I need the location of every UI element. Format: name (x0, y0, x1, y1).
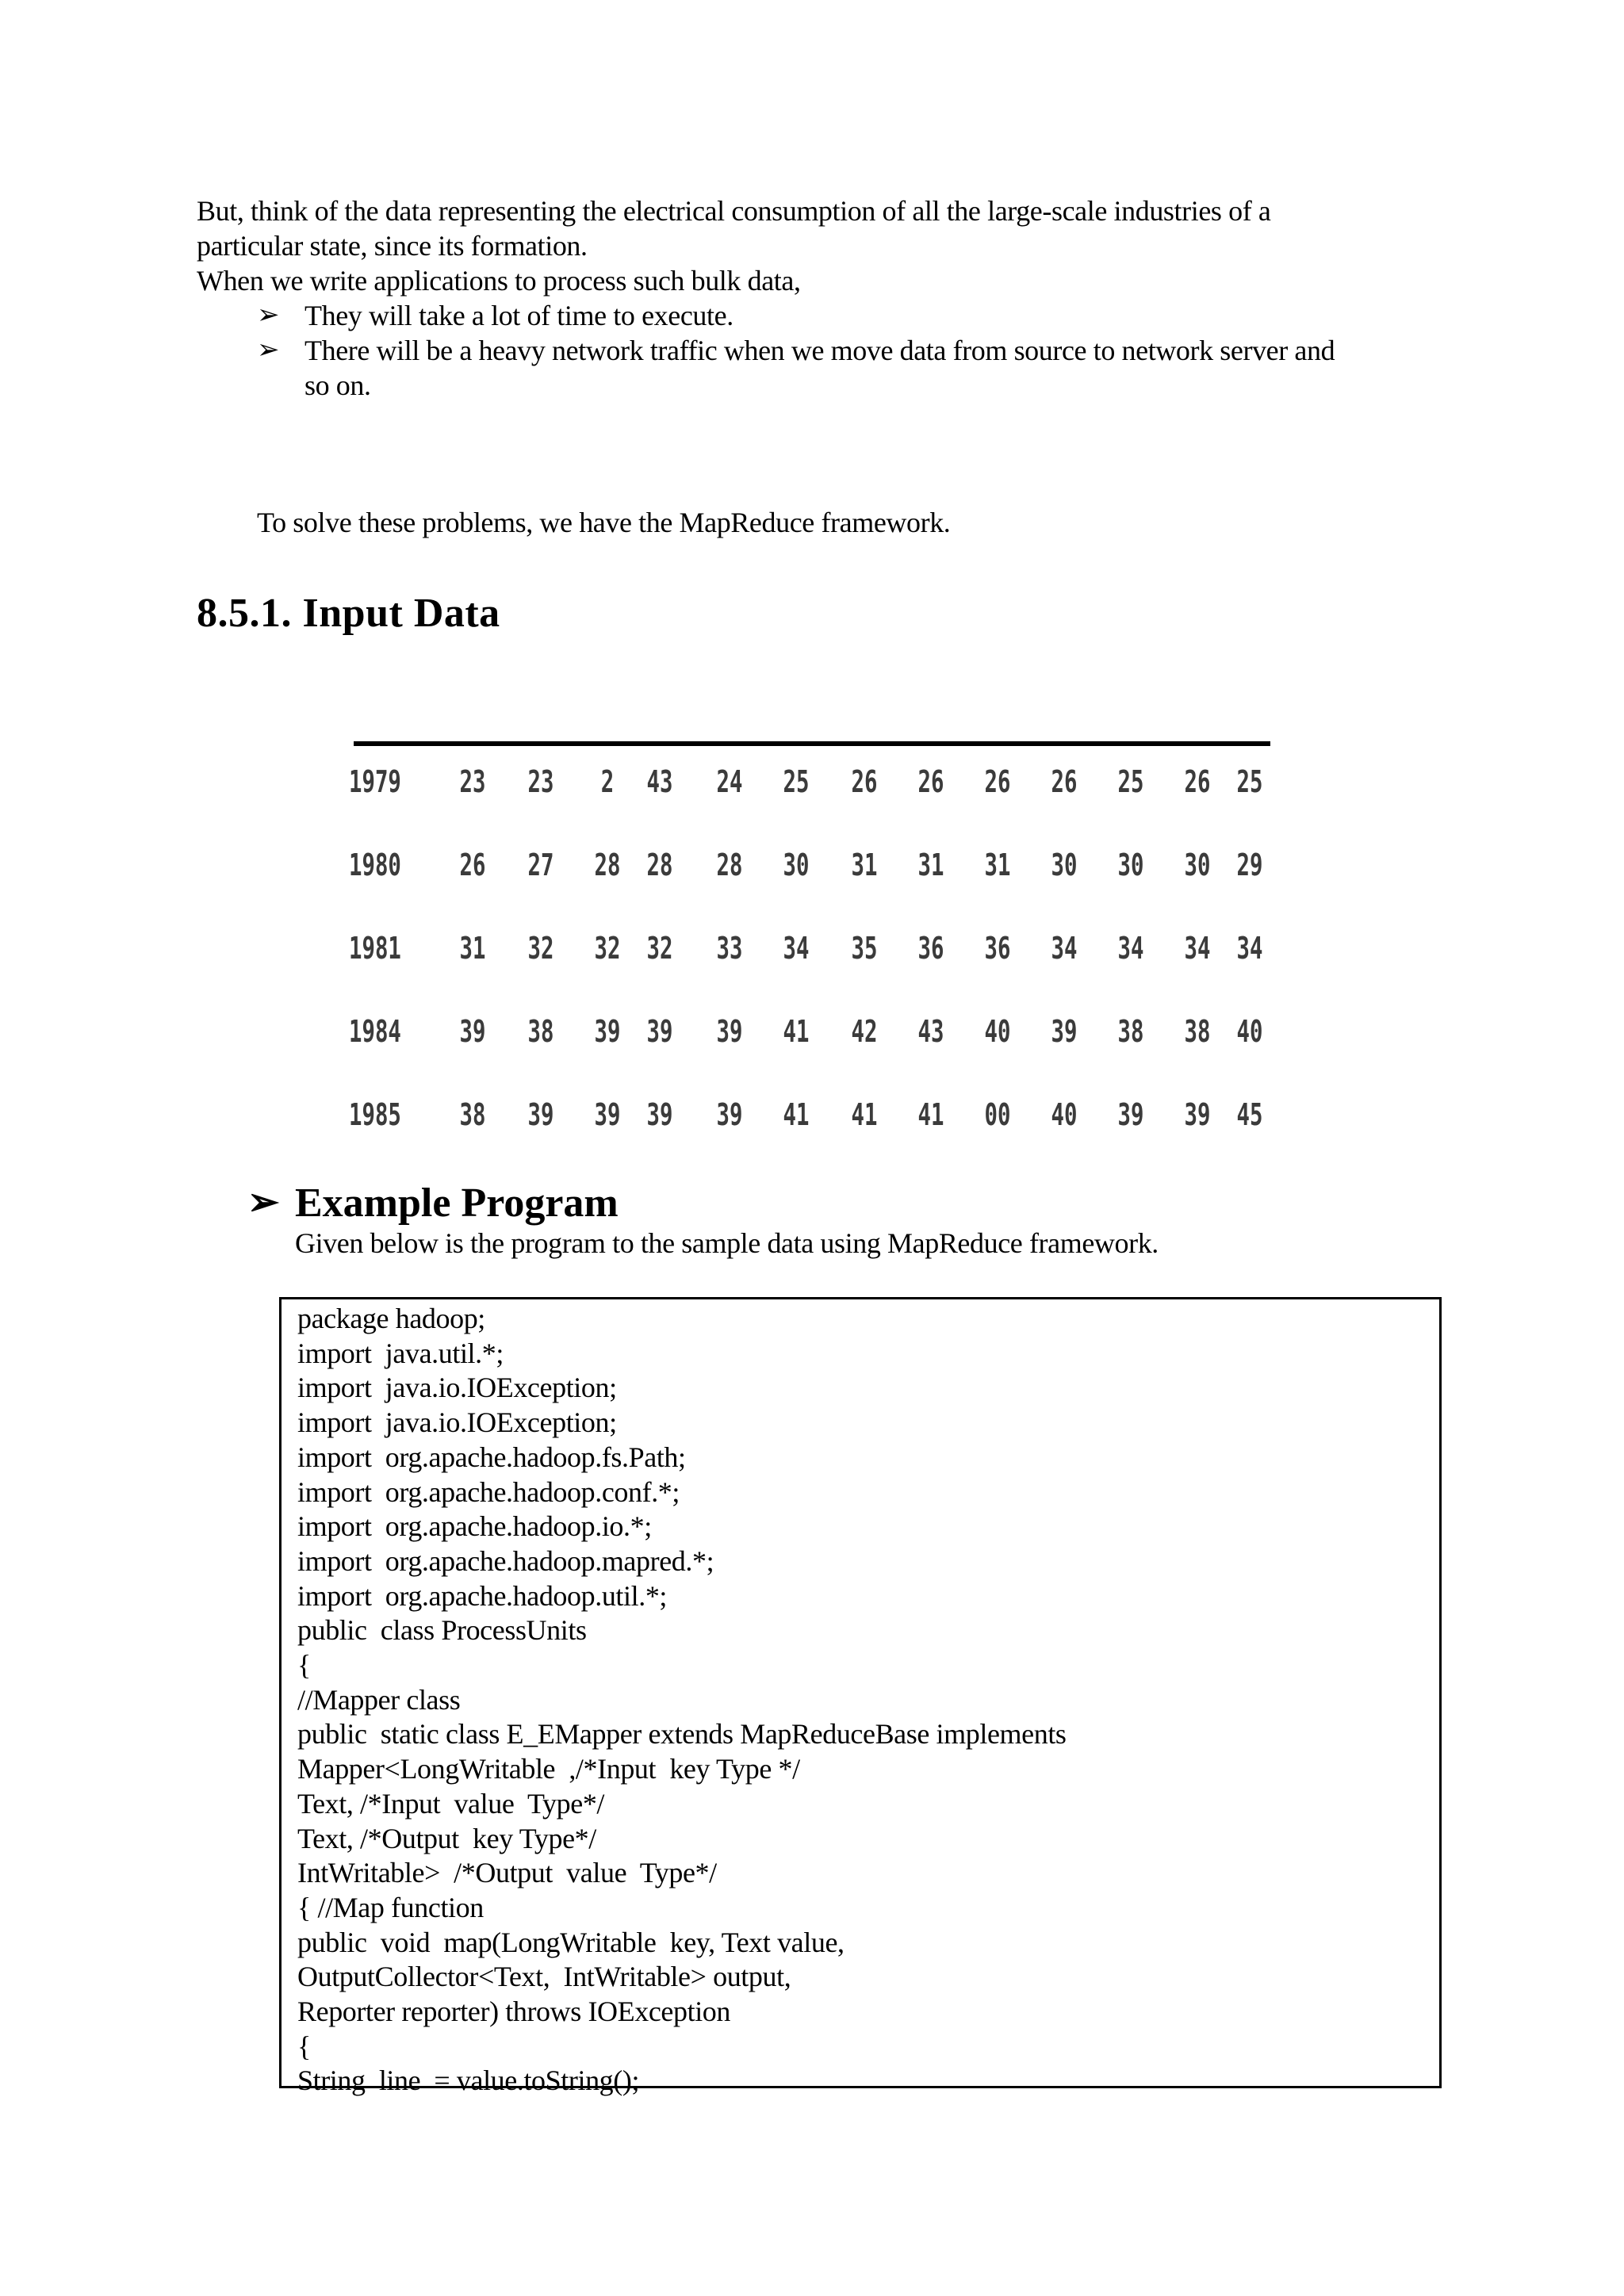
data-year-cell: 1980 (349, 848, 401, 882)
data-value-cell: 2 (600, 764, 615, 799)
data-value-cell: 40 (1236, 1014, 1263, 1049)
intro-line-1: But, think of the data representing the electrical consumption of all the large-scale industries of a (197, 195, 1271, 227)
bullet-continuation: so on. (304, 369, 371, 401)
code-line: import java.io.IOException; (297, 1406, 617, 1439)
data-value-cell: 31 (851, 848, 878, 882)
data-value-cell: 40 (984, 1014, 1011, 1049)
code-line: import org.apache.hadoop.conf.*; (297, 1475, 680, 1508)
data-value-cell: 40 (1051, 1097, 1078, 1132)
data-value-cell: 39 (594, 1097, 621, 1132)
code-line: String line = value.toString(); (297, 2064, 640, 2097)
code-line: IntWritable> /*Output value Type*/ (297, 1857, 717, 1889)
data-value-cell: 28 (716, 848, 743, 882)
data-value-cell: 28 (594, 848, 621, 882)
data-value-cell: 41 (783, 1014, 810, 1049)
data-value-cell: 39 (594, 1014, 621, 1049)
data-value-cell: 00 (984, 1097, 1011, 1132)
data-value-cell: 32 (594, 931, 621, 966)
code-line: public void map(LongWritable key, Text value, (297, 1926, 845, 1958)
data-year-cell: 1984 (349, 1014, 401, 1049)
data-value-cell: 23 (459, 764, 486, 799)
example-heading: Example Program (295, 1181, 619, 1226)
data-value-cell: 39 (459, 1014, 486, 1049)
data-value-cell: 39 (1184, 1097, 1211, 1132)
data-value-cell: 39 (646, 1097, 673, 1132)
code-line: import java.util.*; (297, 1337, 504, 1369)
data-value-cell: 34 (1184, 931, 1211, 966)
data-value-cell: 38 (459, 1097, 486, 1132)
code-line: OutputCollector<Text, IntWritable> output, (297, 1961, 791, 1993)
data-value-cell: 32 (646, 931, 673, 966)
section-heading: 8.5.1. Input Data (197, 591, 500, 636)
data-value-cell: 27 (527, 848, 554, 882)
code-line: { (297, 2030, 311, 2062)
arrow-bullet-icon: ➢ (247, 1181, 280, 1223)
input-data-figure (349, 737, 1275, 1134)
code-line: //Mapper class (297, 1683, 461, 1716)
example-description: Given below is the program to the sample data using MapReduce framework. (295, 1227, 1159, 1259)
data-value-cell: 43 (917, 1014, 944, 1049)
code-line: import org.apache.hadoop.fs.Path; (297, 1441, 686, 1473)
data-value-cell: 32 (527, 931, 554, 966)
data-value-cell: 25 (1236, 764, 1263, 799)
code-line: import org.apache.hadoop.io.*; (297, 1510, 652, 1543)
data-value-cell: 28 (646, 848, 673, 882)
intro-line-2: particular state, since its formation. (197, 230, 588, 262)
arrow-bullet-icon: ➢ (257, 300, 280, 330)
data-value-cell: 31 (984, 848, 1011, 882)
data-year-cell: 1979 (349, 764, 401, 799)
data-value-cell: 41 (851, 1097, 878, 1132)
code-line: Reporter reporter) throws IOException (297, 1996, 730, 2027)
data-value-cell: 26 (1184, 764, 1211, 799)
data-value-cell: 34 (783, 931, 810, 966)
code-line: public static class E_EMapper extends MapReduceBase implements (297, 1718, 1067, 1751)
figure-top-rule (354, 741, 1270, 746)
code-line: import org.apache.hadoop.mapred.*; (297, 1544, 714, 1577)
intro-line-3: When we write applications to process such bulk data, (197, 265, 801, 297)
bullet-text: They will take a lot of time to execute. (304, 300, 733, 331)
code-line: package hadoop; (297, 1303, 485, 1334)
code-line: public class ProcessUnits (297, 1614, 587, 1647)
data-value-cell: 25 (1117, 764, 1144, 799)
code-line: import org.apache.hadoop.util.*; (297, 1579, 668, 1612)
data-value-cell: 39 (1117, 1097, 1144, 1132)
data-value-cell: 39 (646, 1014, 673, 1049)
data-value-cell: 34 (1117, 931, 1144, 966)
code-line: import java.io.IOException; (297, 1372, 617, 1404)
data-value-cell: 30 (1051, 848, 1078, 882)
data-value-cell: 43 (646, 764, 673, 799)
data-year-cell: 1985 (349, 1097, 401, 1132)
data-value-cell: 34 (1236, 931, 1263, 966)
data-value-cell: 26 (851, 764, 878, 799)
data-value-cell: 26 (1051, 764, 1078, 799)
code-listing-box (279, 1297, 1442, 2097)
data-value-cell: 30 (1117, 848, 1144, 882)
data-value-cell: 39 (716, 1097, 743, 1132)
data-value-cell: 33 (716, 931, 743, 966)
data-value-cell: 31 (917, 848, 944, 882)
data-value-cell: 23 (527, 764, 554, 799)
data-value-cell: 26 (917, 764, 944, 799)
data-value-cell: 36 (917, 931, 944, 966)
data-value-cell: 41 (783, 1097, 810, 1132)
data-value-cell: 29 (1236, 848, 1263, 882)
data-value-cell: 36 (984, 931, 1011, 966)
data-value-cell: 35 (851, 931, 878, 966)
data-value-cell: 31 (459, 931, 486, 966)
code-line: Mapper<LongWritable ,/*Input key Type */ (297, 1753, 800, 1785)
data-value-cell: 30 (1184, 848, 1211, 882)
bullet-text: There will be a heavy network traffic when we move data from source to network server and (304, 335, 1335, 366)
code-line: Text, /*Output key Type*/ (297, 1822, 596, 1854)
data-value-cell: 42 (851, 1014, 878, 1049)
code-line: Text, /*Input value Type*/ (297, 1787, 605, 1820)
data-value-cell: 26 (459, 848, 486, 882)
data-value-cell: 30 (783, 848, 810, 882)
data-value-cell: 38 (1184, 1014, 1211, 1049)
data-year-cell: 1981 (349, 931, 401, 966)
data-value-cell: 34 (1051, 931, 1078, 966)
code-line: { (297, 1649, 311, 1681)
data-value-cell: 38 (527, 1014, 554, 1049)
solve-statement: To solve these problems, we have the MapReduce framework. (257, 507, 951, 538)
data-value-cell: 39 (716, 1014, 743, 1049)
data-value-cell: 38 (1117, 1014, 1144, 1049)
data-value-cell: 45 (1236, 1097, 1263, 1132)
data-value-cell: 39 (1051, 1014, 1078, 1049)
data-value-cell: 26 (984, 764, 1011, 799)
data-value-cell: 39 (527, 1097, 554, 1132)
data-value-cell: 25 (783, 764, 810, 799)
code-line: { //Map function (297, 1891, 484, 1923)
arrow-bullet-icon: ➢ (257, 335, 280, 365)
data-value-cell: 24 (716, 764, 743, 799)
data-value-cell: 41 (917, 1097, 944, 1132)
